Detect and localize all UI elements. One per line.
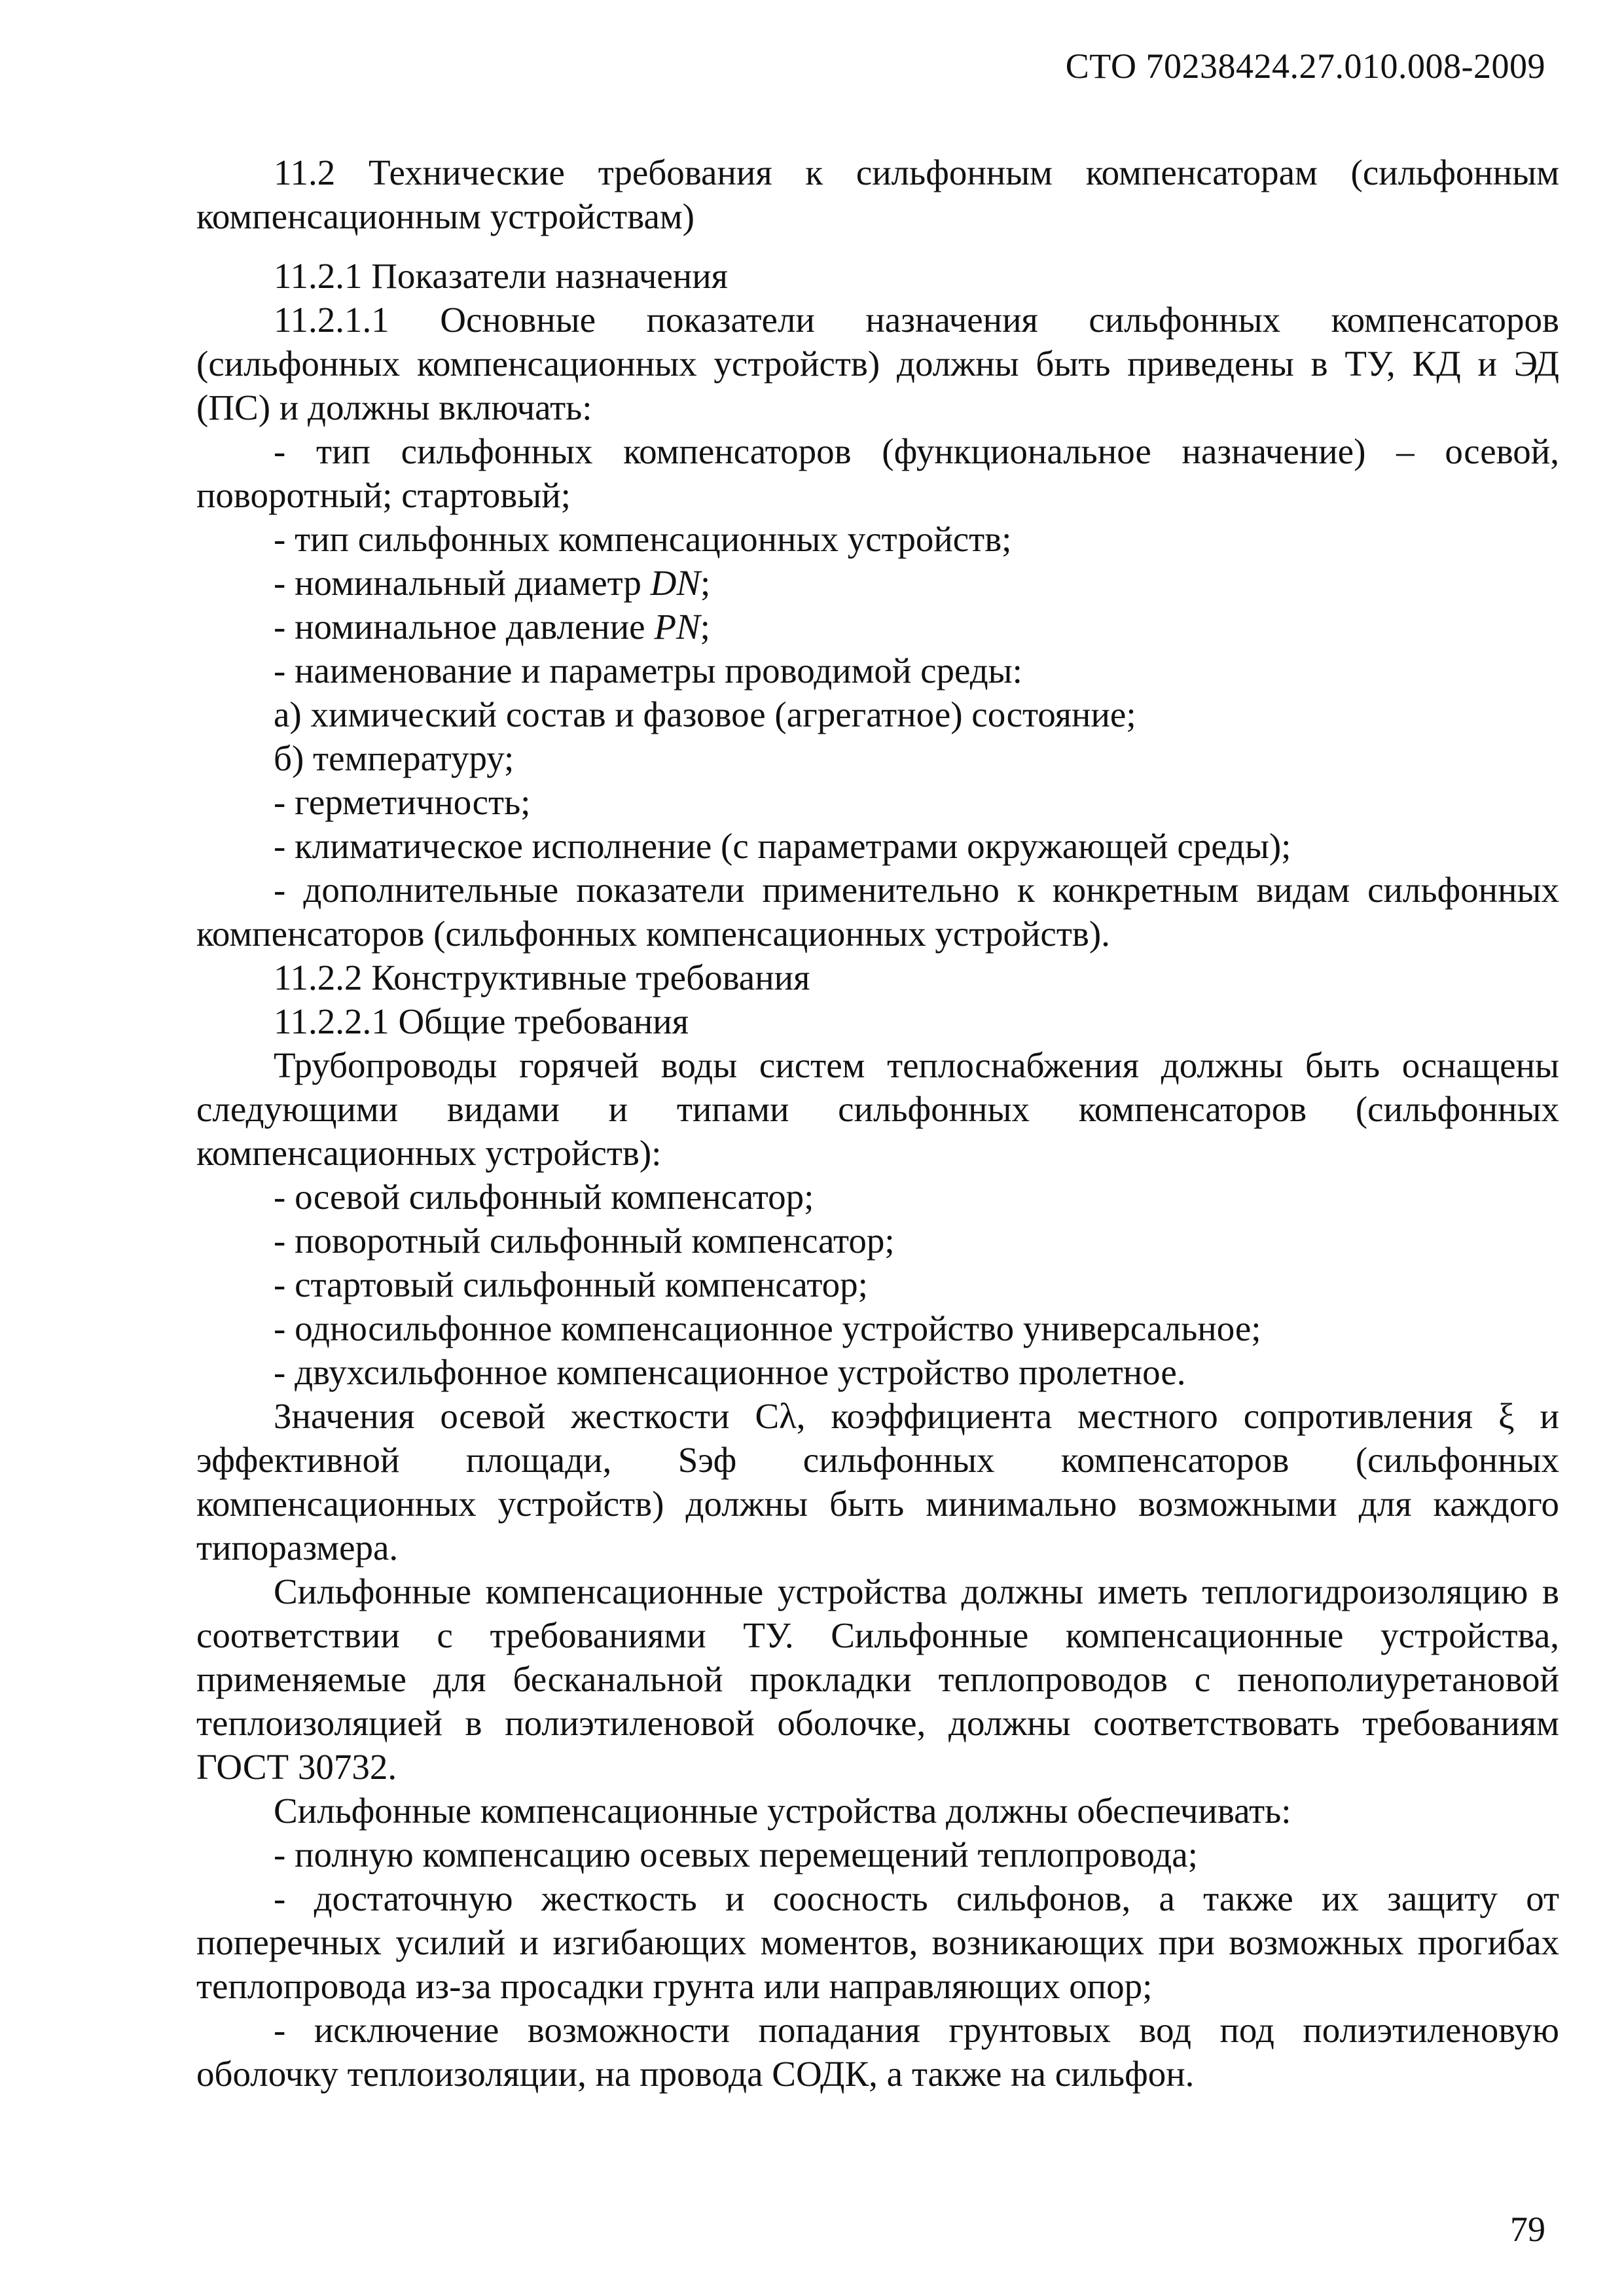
- document-body: [196, 151, 1559, 2096]
- dn-symbol: DN: [650, 563, 701, 603]
- list-item: - достаточную жесткость и соосность сильфонов, а также их защиту от поперечных усилий и изгибающих моментов, возникающих при возможных прогибах теплопровода из-за просадки грунта или направляющих опор;: [196, 1878, 1559, 2006]
- list-item: - поворотный сильфонный компенсатор;: [274, 1221, 895, 1261]
- list-item: - исключение возможности попадания грунтовых вод под полиэтиленовую оболочку теплоизоляции, на провода СОДК, а также на сильфон.: [196, 2010, 1559, 2094]
- paragraph: Значения осевой жесткости Cλ, коэффициента местного сопротивления ξ и эффективной площади, Sэф сильфонных компенсаторов (сильфонных компенсационных устройств) должны быть минимально возможными для каждого типоразмера.: [196, 1396, 1559, 1568]
- subsection-heading-11-2-1: 11.2.1 Показатели назначения: [274, 256, 728, 296]
- list-item: - тип сильфонных компенсаторов (функциональное назначение) – осевой, поворотный; стартовый;: [196, 431, 1559, 515]
- list-item: - стартовый сильфонный компенсатор;: [274, 1265, 868, 1304]
- punctuation: ;: [700, 563, 711, 603]
- paragraph: Сильфонные компенсационные устройства должны иметь теплогидроизоляцию в соответствии с требованиями ТУ. Сильфонные компенсационные устройства, применяемые для бесканальной прокладки теплопроводов с пенополиуретановой теплоизоляцией в полиэтиленовой оболочке, должны соответствовать требованиям ГОСТ 30732.: [196, 1571, 1559, 1787]
- list-item: - климатическое исполнение (с параметрами окружающей среды);: [274, 826, 1291, 866]
- paragraph: Сильфонные компенсационные устройства должны обеспечивать:: [274, 1791, 1291, 1831]
- list-item: - двухсильфонное компенсационное устройство пролетное.: [274, 1352, 1186, 1392]
- list-item-text: - номинальное давление: [274, 607, 655, 647]
- list-item-text: - номинальный диаметр: [274, 563, 651, 603]
- paragraph: Трубопроводы горячей воды систем теплоснабжения должны быть оснащены следующими видами и типами сильфонных компенсаторов (сильфонных компенсационных устройств):: [196, 1045, 1559, 1173]
- sub-list-item: б) температуру;: [274, 738, 514, 778]
- list-item: - тип сильфонных компенсационных устройств;: [274, 519, 1012, 559]
- subsection-heading-11-2-2: 11.2.2 Конструктивные требования: [274, 958, 810, 997]
- list-item: - осевой сильфонный компенсатор;: [274, 1177, 814, 1217]
- list-item-nominal-pressure: [196, 605, 1559, 649]
- punctuation: ;: [700, 607, 710, 647]
- list-item: - дополнительные показатели применительно к конкретным видам сильфонных компенсаторов (сильфонных компенсационных устройств).: [196, 870, 1559, 954]
- section-heading-11-2: 11.2 Технические требования к сильфонным компенсаторам (сильфонным компенсационным устройствам): [196, 152, 1559, 236]
- list-item: - герметичность;: [274, 782, 531, 822]
- list-item: - полную компенсацию осевых перемещений теплопровода;: [274, 1835, 1198, 1874]
- pn-symbol: PN: [654, 607, 700, 647]
- sub-list-item: а) химический состав и фазовое (агрегатное) состояние;: [274, 694, 1136, 734]
- list-item: - наименование и параметры проводимой среды:: [274, 651, 1022, 691]
- subsection-heading-11-2-2-1: 11.2.2.1 Общие требования: [274, 1001, 689, 1041]
- page-number: 79: [1510, 2210, 1545, 2249]
- list-item: - односильфонное компенсационное устройство универсальное;: [274, 1308, 1261, 1348]
- document-code-header: СТО 70238424.27.010.008-2009: [1065, 46, 1545, 86]
- list-item-nominal-diameter: [196, 561, 1559, 605]
- paragraph-11-2-1-1: 11.2.1.1 Основные показатели назначения сильфонных компенсаторов (сильфонных компенсационных устройств) должны быть приведены в ТУ, КД и ЭД (ПС) и должны включать:: [196, 300, 1559, 427]
